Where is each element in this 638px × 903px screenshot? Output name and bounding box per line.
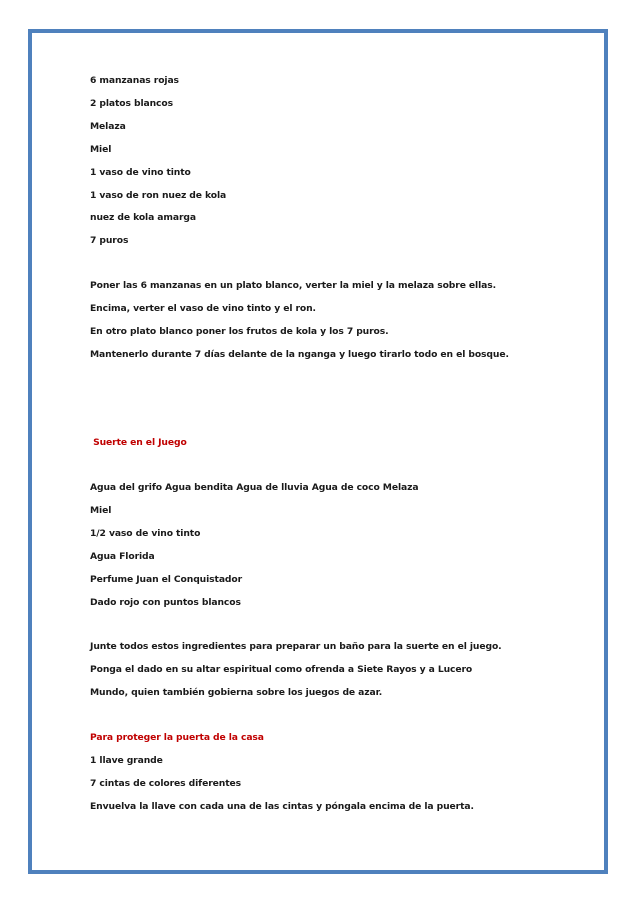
ingredient-line: 1 vaso de vino tinto: [90, 167, 191, 178]
section-heading-suerte-en-el-juego: Suerte en el Juego: [90, 437, 187, 448]
ingredient-line: Dado rojo con puntos blancos: [90, 597, 241, 608]
instruction-line: Mundo, quien también gobierna sobre los juegos de azar.: [90, 687, 383, 698]
ingredient-line: nuez de kola amarga: [90, 212, 196, 223]
instruction-line: Poner las 6 manzanas en un plato blanco, verter la miel y la melaza sobre ellas.: [90, 280, 497, 291]
ingredient-line: 1/2 vaso de vino tinto: [90, 528, 201, 539]
ingredient-line: Agua del grifo Agua bendita Agua de lluvia Agua de coco Melaza: [90, 482, 419, 493]
ingredient-line: Miel: [90, 505, 112, 516]
ingredient-line: Perfume Juan el Conquistador: [90, 574, 243, 585]
ingredient-line: Melaza: [90, 121, 126, 132]
ingredient-line: Agua Florida: [90, 551, 155, 562]
ingredient-line: 1 vaso de ron nuez de kola: [90, 190, 227, 201]
instruction-line: Envuelva la llave con cada una de las cintas y póngala encima de la puerta.: [90, 801, 474, 812]
ingredient-line: 2 platos blancos: [90, 98, 173, 109]
section-heading-proteger-puerta: Para proteger la puerta de la casa: [90, 732, 264, 743]
ingredient-line: 7 puros: [90, 235, 129, 246]
ingredient-line: 6 manzanas rojas: [90, 75, 179, 86]
ingredient-line: 7 cintas de colores diferentes: [90, 778, 241, 789]
instruction-line: Ponga el dado en su altar espiritual como ofrenda a Siete Rayos y a Lucero: [90, 664, 473, 675]
instruction-line: Junte todos estos ingredientes para preparar un baño para la suerte en el juego.: [90, 641, 502, 652]
page-border: [28, 29, 608, 874]
instruction-line: En otro plato blanco poner los frutos de kola y los 7 puros.: [90, 326, 389, 337]
instruction-line: Mantenerlo durante 7 días delante de la nganga y luego tirarlo todo en el bosque.: [90, 349, 509, 360]
instruction-line: Encima, verter el vaso de vino tinto y el ron.: [90, 303, 316, 314]
ingredient-line: Miel: [90, 144, 112, 155]
ingredient-line: 1 llave grande: [90, 755, 163, 766]
